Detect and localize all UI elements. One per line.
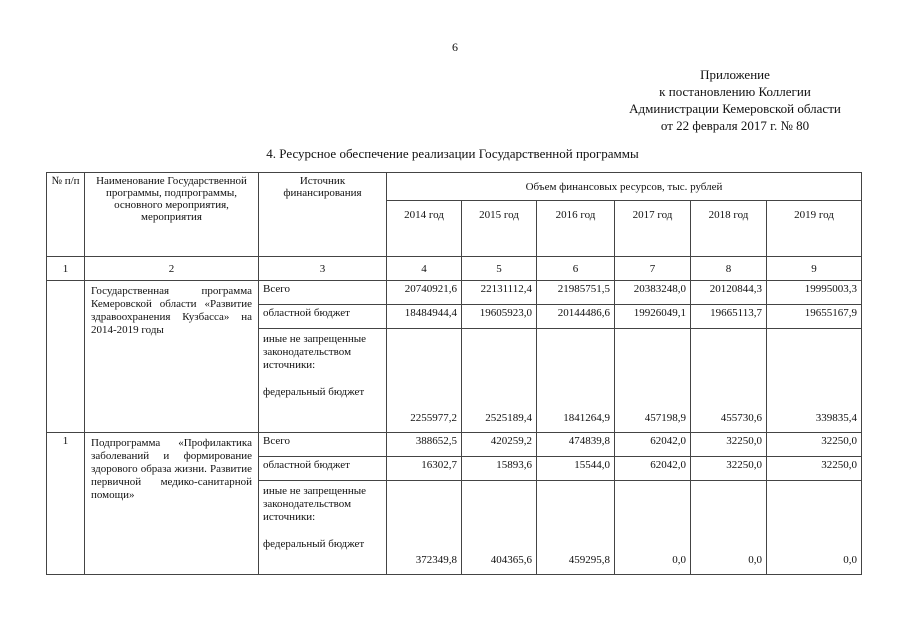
value-cell: 2255977,2 [387,329,462,433]
column-number: 2 [85,257,259,281]
resource-table [46,172,862,575]
table-row [47,281,862,305]
row-no [47,281,85,433]
column-number: 6 [537,257,615,281]
value-cell: 0,0 [615,481,691,575]
header-year: 2019 год [767,201,862,257]
value-cell: 19665113,7 [691,305,767,329]
value-cell: 19655167,9 [767,305,862,329]
table-row [47,433,862,457]
column-number-row [47,257,862,281]
value-cell: 32250,0 [767,457,862,481]
header-source: Источник финансирования [259,173,387,257]
value-cell: 388652,5 [387,433,462,457]
source-regional: областной бюджет [259,457,387,481]
value-cell: 19605923,0 [462,305,537,329]
value-cell: 420259,2 [462,433,537,457]
value-cell: 0,0 [691,481,767,575]
row-name: Подпрограмма «Профилактика заболеваний и формирование здорового образа жизни. Развитие первичной медико-санитарной помощи» [85,433,259,575]
value-cell: 457198,9 [615,329,691,433]
source-total: Всего [259,433,387,457]
value-cell: 18484944,4 [387,305,462,329]
section-title: 4. Ресурсное обеспечение реализации Государственной программы [266,146,639,161]
column-number: 4 [387,257,462,281]
value-cell: 22131112,4 [462,281,537,305]
value-cell: 20740921,6 [387,281,462,305]
source-federal: федеральный бюджет [263,538,365,550]
header-year: 2018 год [691,201,767,257]
header-year: 2016 год [537,201,615,257]
value-cell: 474839,8 [537,433,615,457]
page-number: 6 [452,40,458,54]
row-no: 1 [47,433,85,575]
header-year: 2015 год [462,201,537,257]
header-name: Наименование Государственной программы, подпрограммы, основного мероприятия, мероприятия [85,173,259,257]
value-cell: 20144486,6 [537,305,615,329]
column-number: 3 [259,257,387,281]
appendix-line-1: Приложение [700,67,770,82]
value-cell: 0,0 [767,481,862,575]
source-other-label: иные не запрещенные законодательством источники: [263,333,367,371]
value-cell: 1841264,9 [537,329,615,433]
value-cell: 2525189,4 [462,329,537,433]
header-no: № п/п [47,173,85,257]
value-cell: 16302,7 [387,457,462,481]
value-cell: 20120844,3 [691,281,767,305]
source-regional: областной бюджет [259,305,387,329]
value-cell: 455730,6 [691,329,767,433]
value-cell: 15893,6 [462,457,537,481]
column-number: 7 [615,257,691,281]
source-federal: федеральный бюджет [263,386,365,398]
value-cell: 372349,8 [387,481,462,575]
value-cell: 21985751,5 [537,281,615,305]
appendix-line-2: к постановлению Коллегии [659,84,811,99]
value-cell: 19926049,1 [615,305,691,329]
column-number: 5 [462,257,537,281]
source-other-label: иные не запрещенные законодательством источники: [263,485,367,523]
header-year: 2017 год [615,201,691,257]
header-volume: Объем финансовых ресурсов, тыс. рублей [387,173,862,201]
source-other [259,329,387,433]
column-number: 1 [47,257,85,281]
source-total: Всего [259,281,387,305]
value-cell: 459295,8 [537,481,615,575]
value-cell: 19995003,3 [767,281,862,305]
value-cell: 404365,6 [462,481,537,575]
appendix-header [540,66,905,134]
appendix-line-4: от 22 февраля 2017 г. № 80 [660,118,810,133]
appendix-line-3: Администрации Кемеровской области [629,101,841,116]
header-year: 2014 год [387,201,462,257]
value-cell: 62042,0 [615,457,691,481]
value-cell: 62042,0 [615,433,691,457]
row-name: Государственная программа Кемеровской области «Развитие здравоохранения Кузбасса» на 2014-2019 годы [85,281,259,433]
value-cell: 32250,0 [691,433,767,457]
value-cell: 15544,0 [537,457,615,481]
column-number: 8 [691,257,767,281]
value-cell: 32250,0 [691,457,767,481]
value-cell: 20383248,0 [615,281,691,305]
column-number: 9 [767,257,862,281]
value-cell: 339835,4 [767,329,862,433]
value-cell: 32250,0 [767,433,862,457]
source-other [259,481,387,575]
